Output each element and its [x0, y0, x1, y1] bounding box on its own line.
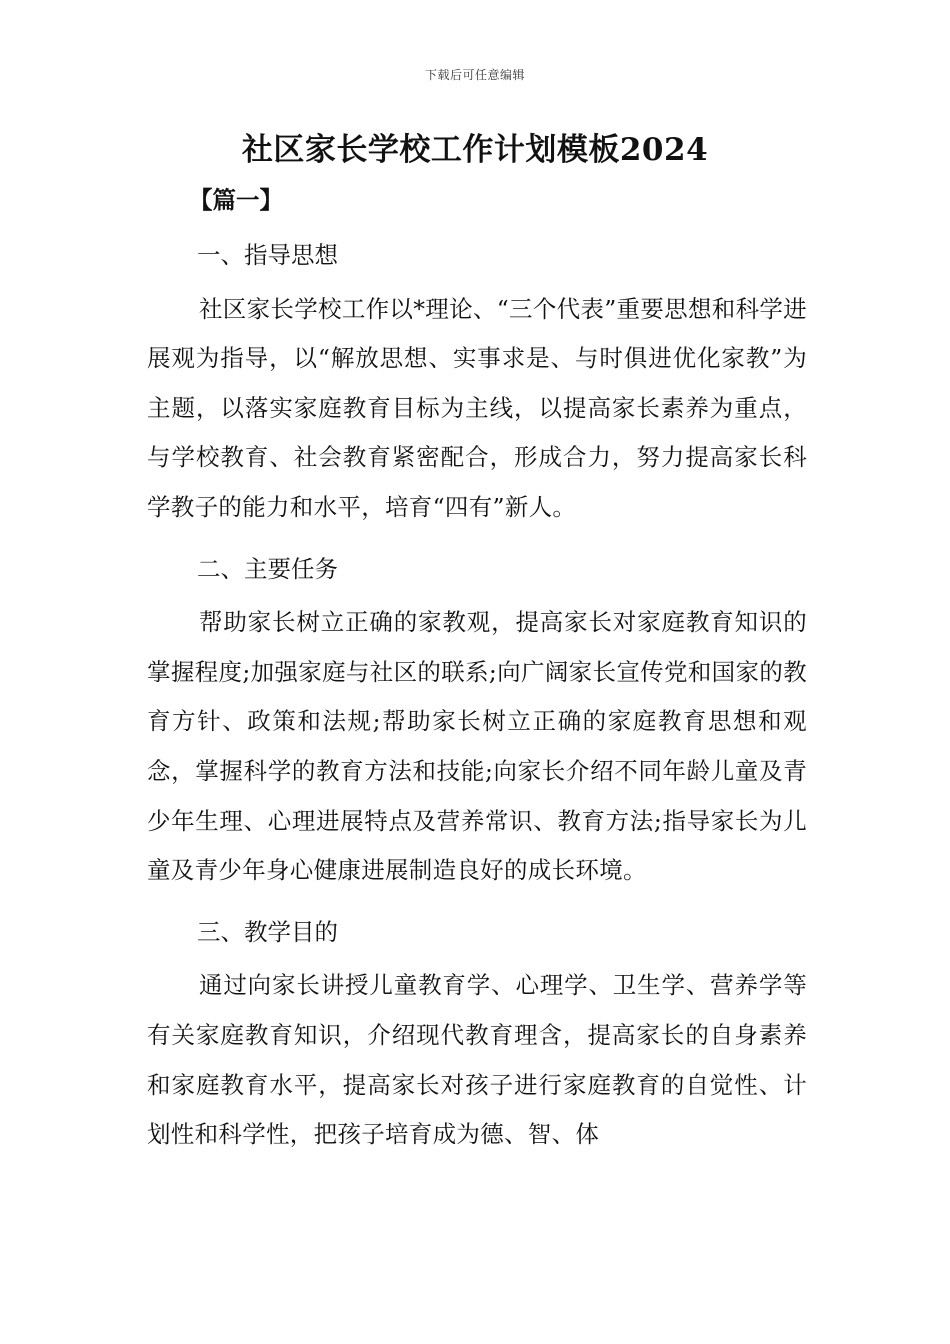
section-heading-teaching-purpose: 三、教学目的 — [197, 917, 338, 946]
paragraph-teaching-purpose: 通过向家长讲授儿童教育学、心理学、卫生学、营养学等有关家庭教育知识，介绍现代教育理含，提高家长的自身素养和家庭教育水平，提高家长对孩子进行家庭教育的自觉性、计划性和科学性，把孩子培育成为德、智、体 — [147, 971, 807, 1149]
document-body — [147, 182, 807, 1160]
paragraph-main-tasks: 帮助家长树立正确的家教观，提高家长对家庭教育知识的掌握程度;加强家庭与社区的联系;向广阔家长宣传党和国家的教育方针、政策和法规;帮助家长树立正确的家庭教育思想和观念，掌握科学的教育方法和技能;向家长介绍不同年龄儿童及青少年生理、心理进展特点及营养常识、教育方法;指导家长为儿童及青少年身心健康进展制造良好的成长环境。 — [147, 608, 807, 885]
document-title: 社区家长学校工作计划模板2024 — [241, 132, 709, 168]
section-tag: 【篇一】 — [189, 186, 283, 214]
section-heading-guiding-ideology: 一、指导思想 — [197, 241, 338, 269]
paragraph-guiding-ideology: 社区家长学校工作以*理论、“三个代表”重要思想和科学进展观为指导，以“解放思想、实事求是、与时俱进优化家教”为主题，以落实家庭教育目标为主线，以提高家长素养为重点，与学校教育、社会教育紧密配合，形成合力，努力提高家长科学教子的能力和水平，培育“四有”新人。 — [147, 294, 807, 521]
section-heading-main-tasks: 二、主要任务 — [197, 554, 338, 583]
header-note: 下载后可任意编辑 — [424, 68, 525, 82]
